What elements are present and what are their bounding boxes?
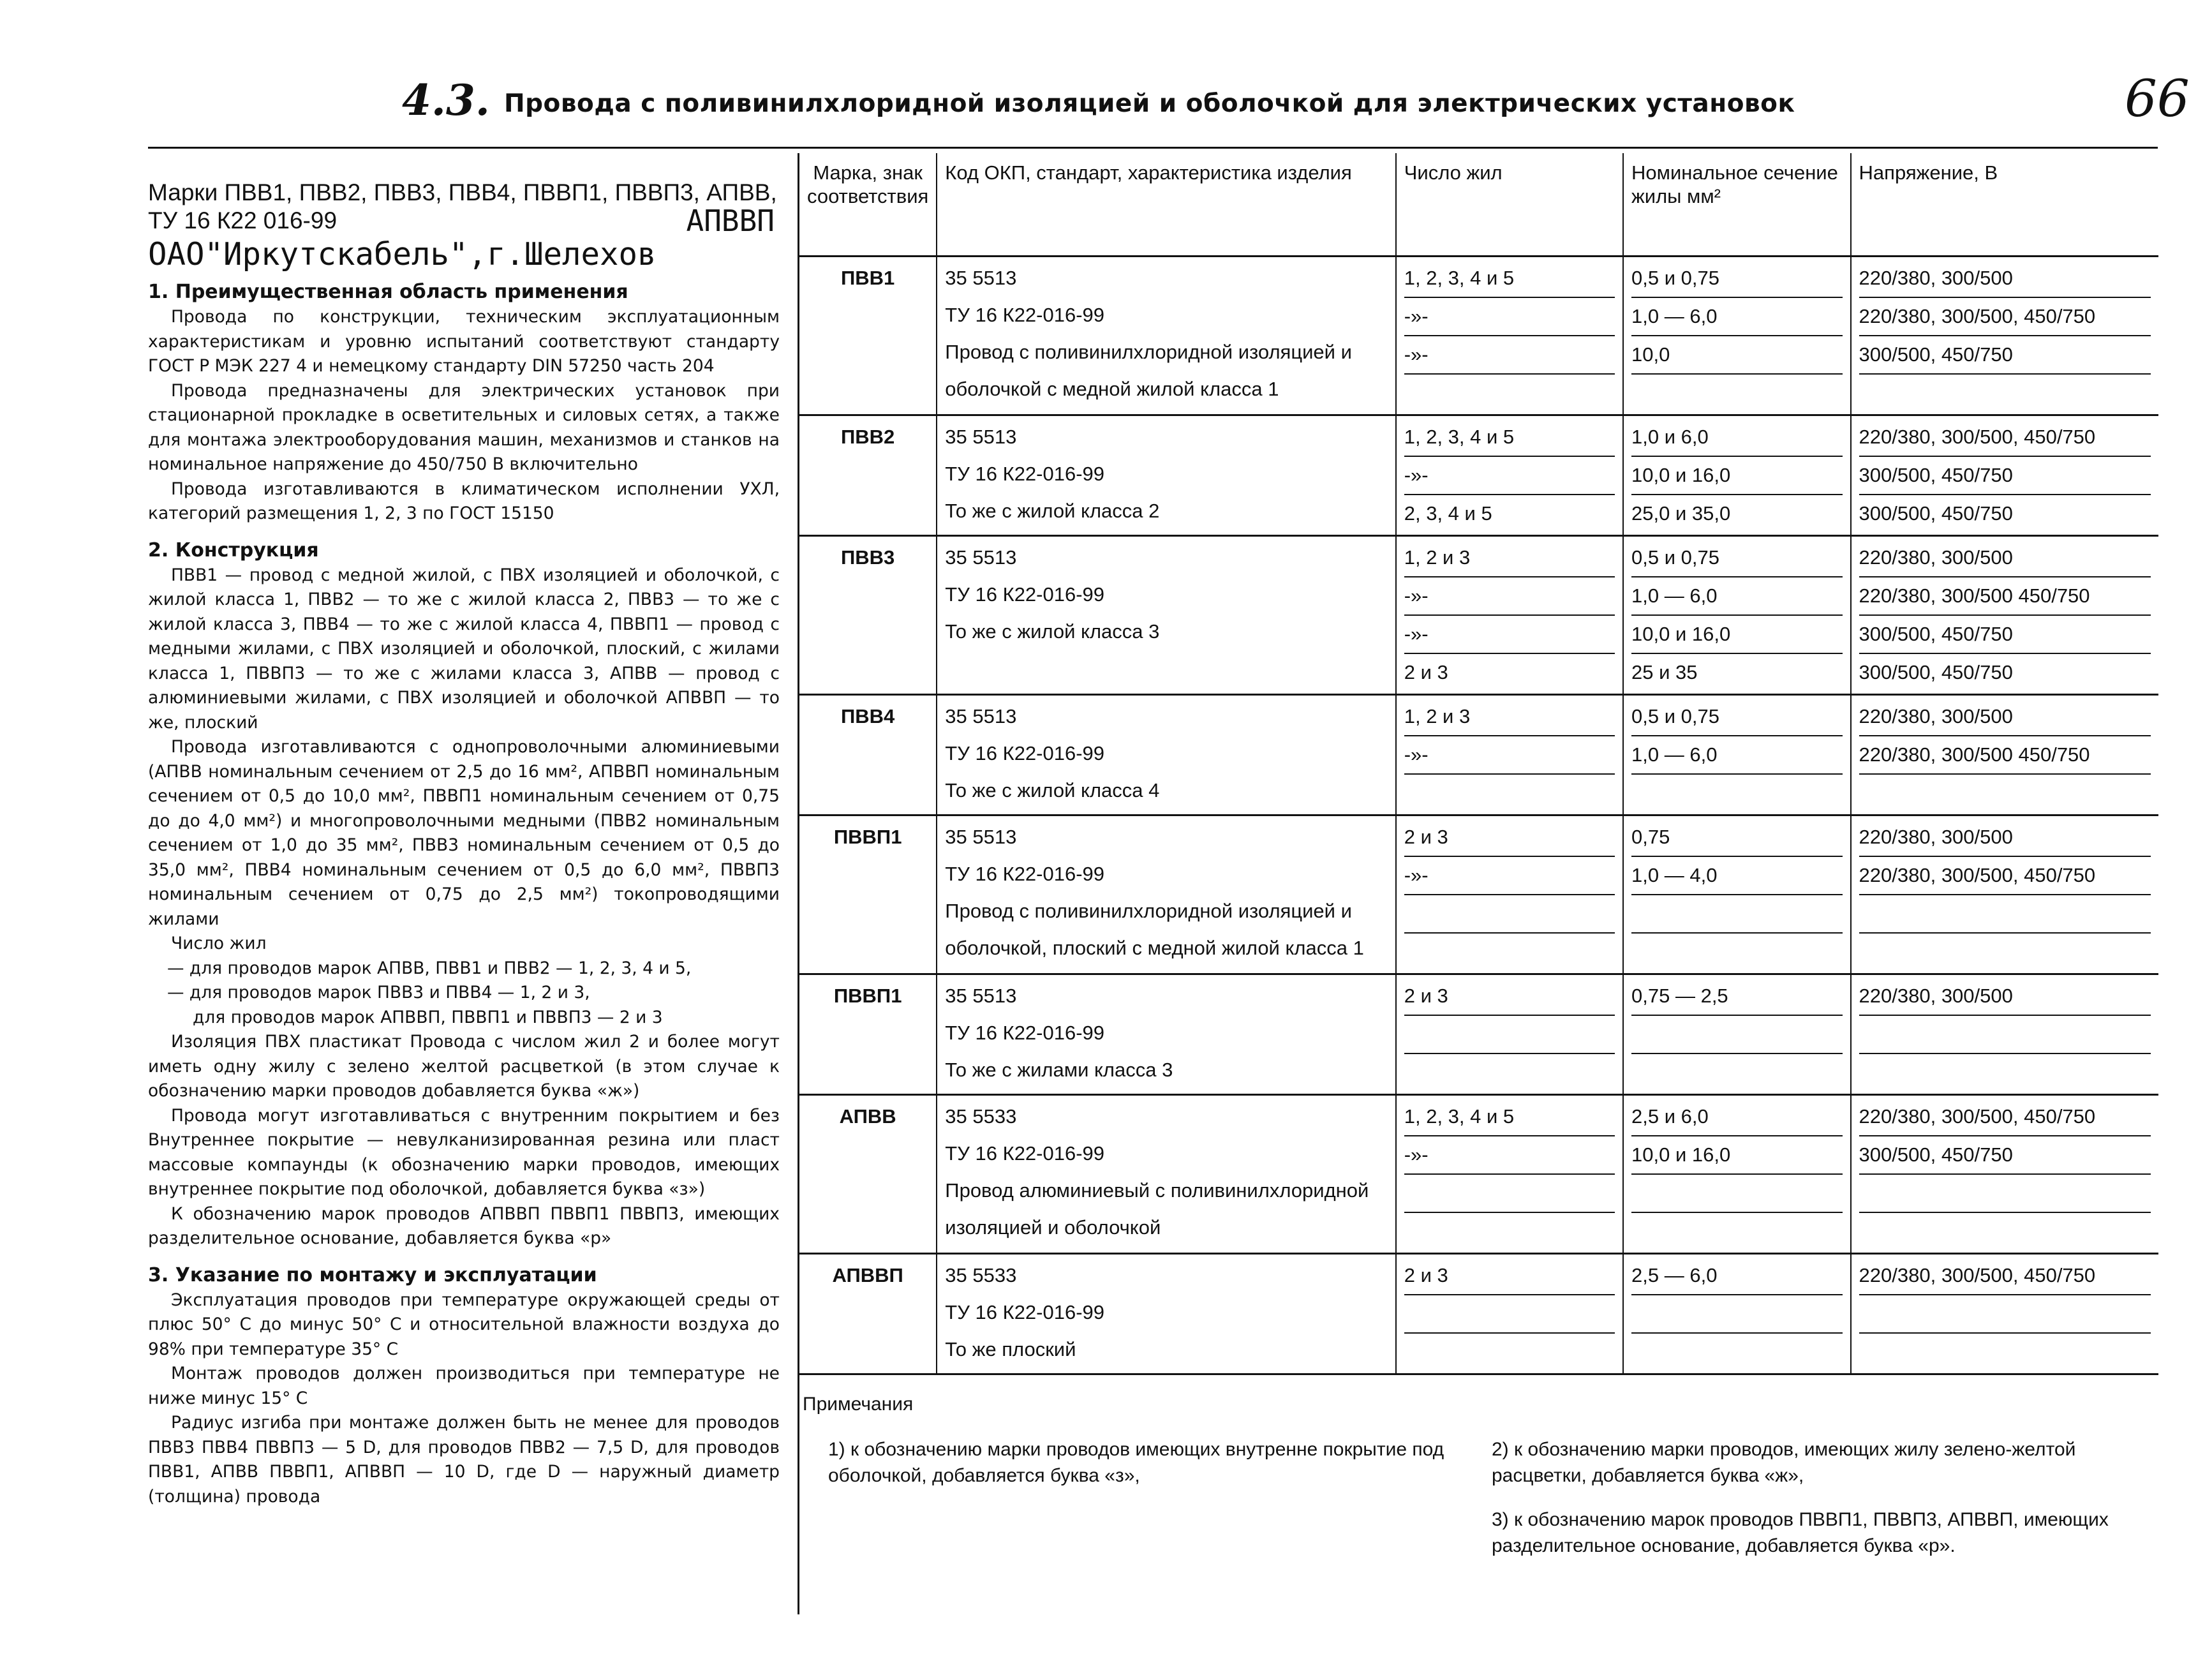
- table-row: [799, 815, 2158, 974]
- cell-line: ТУ 16 К22-016-99: [945, 583, 1105, 606]
- cell-line: Провод алюминиевый с поливинилхлоридной: [945, 1179, 1369, 1202]
- cell-line: То же с жилой класса 4: [945, 779, 1160, 801]
- cell-line: 300/500, 450/750: [1859, 661, 2013, 683]
- cell-line: оболочкой, плоский с медной жилой класса 1: [945, 937, 1364, 959]
- paragraph: Провода по конструкции, техническим эксплуатационным характеристикам и уровню испытаний соответствуют стандарту ГОСТ Р МЭК 227 4 и немецкому стандарту DIN 57250 часть 204: [148, 307, 780, 376]
- cell-desc: [937, 974, 1395, 1095]
- cell-section: [1623, 1095, 1851, 1254]
- cell-line: ТУ 16 К22-016-99: [945, 1022, 1105, 1044]
- paragraph: Провода изготавливаются в климатическом исполнении УХЛ, категорий размещения 1, 2, 3 по ГОСТ 15150: [148, 479, 780, 523]
- paragraph: Монтаж проводов должен производиться при температуре не ниже минус 15° С: [148, 1364, 780, 1408]
- section-2-title: 2. Конструкция: [148, 539, 319, 562]
- cell-line: [1859, 1213, 2151, 1250]
- cell-line: [1631, 1213, 1843, 1250]
- cell-desc: [937, 815, 1395, 974]
- paragraph: Число жил: [171, 934, 267, 953]
- cell-line: 0,5 и 0,75: [1631, 539, 1843, 577]
- cell-line: 220/380, 300/500: [1859, 819, 2151, 857]
- cell-line: 2 и 3: [1404, 1257, 1615, 1295]
- cell-line: изоляцией и оболочкой: [945, 1216, 1161, 1239]
- cell-line: То же с жилой класса 2: [945, 500, 1160, 522]
- paragraph: Эксплуатация проводов при температуре окружающей среды от плюс 50° С до минус 50° С и относительной влажности воздуха до 98% при температуре 35° С: [148, 1290, 780, 1359]
- cell-desc: [937, 1095, 1395, 1254]
- section-1-title: 1. Преимущественная область применения: [148, 281, 628, 303]
- cell-line: 35 5513: [945, 267, 1017, 289]
- cell-line: -»-: [1404, 298, 1615, 336]
- cell-line: [1631, 775, 1843, 812]
- cell-line: 35 5513: [945, 546, 1017, 569]
- cell-line: 2,5 — 6,0: [1631, 1257, 1843, 1295]
- cell-voltage: [1851, 257, 2158, 415]
- table-row: [799, 536, 2158, 695]
- cell-line: 35 5533: [945, 1264, 1017, 1286]
- cell-line: 10,0: [1631, 336, 1843, 375]
- note-2: 2) к обозначению марки проводов, имеющих жилу зелено-желтой расцветки, добавляется буква «ж»,: [1492, 1439, 2076, 1486]
- cell-line: [1404, 895, 1615, 934]
- cell-voltage: [1851, 1254, 2158, 1374]
- col-header-mark: Марка, знак соответствия: [799, 153, 937, 257]
- notes-title: Примечания: [803, 1394, 914, 1415]
- cell-line: [1404, 1334, 1615, 1371]
- cell-mark: ПВВП1: [799, 815, 937, 974]
- cell-line: [1859, 1175, 2151, 1213]
- list-item: — для проводов марок АПВВ, ПВВ1 и ПВВ2 — 1, 2, 3, 4 и 5,: [167, 958, 692, 978]
- cell-line: 300/500, 450/750: [1859, 1136, 2151, 1175]
- tu-line: [148, 204, 780, 238]
- cell-line: 1, 2 и 3: [1404, 698, 1615, 736]
- cell-line: 220/380, 300/500, 450/750: [1859, 419, 2151, 457]
- paragraph: Провода изготавливаются с однопроволочными алюминиевыми (АПВВ номинальным сечением от 2,5 до 16 мм², АПВВП номинальным сечением от 0,5 до 10,0 мм², ПВВП1 номинальным сечением от 0,75 до до 4,0 мм²) и многопроволочными медными (ПВВ2 номинальным сечением от 1,0 до 35 мм², ПВВ3 номинальным сечением от 0,5 до 35,0 мм², ПВВ4 номинальным сечением от 0,5 до 6,0 мм², ПВВП3 номинальным сечением от 0,75 до 2,5 мм²) токопроводящими жилами: [148, 737, 780, 929]
- paragraph: Провода могут изготавливаться с внутренним покрытием и без Внутреннее покрытие — невулканизированная резина или пласт массовые компаунды (к обозначению марки проводов, имеющих внутреннее покрытие под оболочкой, добавляется буква «з»): [148, 1105, 780, 1199]
- cell-line: оболочкой с медной жилой класса 1: [945, 378, 1279, 400]
- col-header-section: Номинальное сечение жилы мм²: [1623, 153, 1851, 257]
- table-row: [799, 415, 2158, 536]
- cell-section: [1623, 257, 1851, 415]
- cell-line: 2 и 3: [1404, 661, 1448, 683]
- table-row: [799, 974, 2158, 1095]
- paragraph: ПВВ1 — провод с медной жилой, с ПВХ изоляцией и оболочкой, с жилой класса 1, ПВВ2 — то же с жилой класса 2, ПВВ3 — то же с жилой класса 3, ПВВ4 — то же с жилой класса 4, ПВВП1 — провод с медными жилами, с ПВХ изоляцией и оболочкой, плоский, с жилами класса 1, ПВВП3 — то же с жилами класса 3, АПВВ — провод с алюминиевыми жилами, с ПВХ изоляцией и оболочкой АПВВП — то же, плоский: [148, 565, 780, 733]
- cell-line: [1859, 1054, 2151, 1091]
- cell-line: 300/500, 450/750: [1859, 502, 2013, 525]
- cell-cores: [1396, 695, 1623, 815]
- page-title: Провода с поливинилхлоридной изоляцией и оболочкой для электрических установок: [504, 89, 1795, 118]
- cell-desc: [937, 1254, 1395, 1374]
- cell-voltage: [1851, 415, 2158, 536]
- cell-line: [1859, 895, 2151, 934]
- cell-cores: [1396, 257, 1623, 415]
- cell-line: 2, 3, 4 и 5: [1404, 502, 1492, 525]
- cell-line: [1631, 375, 1843, 412]
- cell-line: 2 и 3: [1404, 978, 1615, 1016]
- brands-line: Марки ПВВ1, ПВВ2, ПВВ3, ПВВ4, ПВВП1, ПВВП3, АПВВ,: [148, 179, 777, 205]
- cell-section: [1623, 415, 1851, 536]
- cell-cores: [1396, 815, 1623, 974]
- cell-desc: [937, 257, 1395, 415]
- cell-line: 220/380, 300/500, 450/750: [1859, 1098, 2151, 1136]
- cell-line: То же с жилами класса 3: [945, 1059, 1173, 1081]
- cell-line: 220/380, 300/500, 450/750: [1859, 857, 2151, 895]
- cell-line: [1404, 1054, 1615, 1091]
- col-header-code: Код ОКП, стандарт, характеристика изделия: [937, 153, 1395, 257]
- header-rule: [148, 147, 2158, 149]
- cell-line: 300/500, 450/750: [1859, 457, 2151, 495]
- cell-line: 220/380, 300/500: [1859, 539, 2151, 577]
- cell-desc: [937, 415, 1395, 536]
- cell-line: [1404, 1213, 1615, 1250]
- paragraph: Радиус изгиба при монтаже должен быть не менее для проводов ПВВ3 ПВВ4 ПВВП3 — 5 D, для проводов ПВВ2 — 7,5 D, для проводов ПВВ1, АПВВ ПВВП1, АПВВП — 10 D, где D — наружный диаметр (толщина) провода: [148, 1413, 780, 1507]
- cell-line: То же с жилой класса 3: [945, 620, 1160, 643]
- cell-line: [1404, 1016, 1615, 1054]
- notes: [803, 1391, 2155, 1559]
- cell-mark: ПВВ2: [799, 415, 937, 536]
- cell-line: 35 5513: [945, 985, 1017, 1007]
- cell-voltage: [1851, 815, 2158, 974]
- paragraph: Изоляция ПВХ пластикат Провода с числом жил 2 и более могут иметь одну жилу с зелено желтой расцветкой (в этом случае к обозначению марки проводов добавляется буква «ж»): [148, 1032, 780, 1101]
- cell-line: 1, 2, 3, 4 и 5: [1404, 419, 1615, 457]
- cell-cores: [1396, 536, 1623, 695]
- cell-line: Провод с поливинилхлоридной изоляцией и: [945, 341, 1352, 363]
- cell-line: 0,5 и 0,75: [1631, 698, 1843, 736]
- cell-line: 1, 2, 3, 4 и 5: [1404, 1098, 1615, 1136]
- cell-line: [1859, 1334, 2151, 1371]
- cell-voltage: [1851, 1095, 2158, 1254]
- cell-line: То же плоский: [945, 1338, 1076, 1360]
- cell-mark: АПВВ: [799, 1095, 937, 1254]
- col-header-voltage: Напряжение, В: [1851, 153, 2158, 257]
- cell-voltage: [1851, 695, 2158, 815]
- cell-line: -»-: [1404, 577, 1615, 616]
- table-row: [799, 257, 2158, 415]
- section-3-title: 3. Указание по монтажу и эксплуатации: [148, 1263, 597, 1286]
- cell-line: 35 5513: [945, 426, 1017, 448]
- cell-line: 1,0 — 6,0: [1631, 298, 1843, 336]
- cell-mark: ПВВ1: [799, 257, 937, 415]
- cell-line: 35 5533: [945, 1105, 1017, 1128]
- cell-line: [1859, 375, 2151, 412]
- cell-line: 1,0 и 6,0: [1631, 419, 1843, 457]
- cell-line: [1631, 1016, 1843, 1054]
- cell-line: 0,75: [1631, 819, 1843, 857]
- handwritten-mark: АПВВП: [686, 204, 775, 238]
- cell-line: 220/380, 300/500 450/750: [1859, 577, 2151, 616]
- cell-mark: АПВВП: [799, 1254, 937, 1374]
- company-name: ОАО"Иркутскабель",г.Шелехов: [148, 236, 657, 272]
- cell-line: -»-: [1404, 616, 1615, 654]
- cell-line: 10,0 и 16,0: [1631, 1136, 1843, 1175]
- cell-line: [1859, 934, 2151, 971]
- cell-desc: [937, 695, 1395, 815]
- cell-line: -»-: [1404, 457, 1615, 495]
- cell-line: 220/380, 300/500: [1859, 698, 2151, 736]
- cell-line: 35 5513: [945, 826, 1017, 848]
- cell-line: ТУ 16 К22-016-99: [945, 863, 1105, 885]
- cell-line: ТУ 16 К22-016-99: [945, 1301, 1105, 1323]
- cell-line: 2,5 и 6,0: [1631, 1098, 1843, 1136]
- list-item: для проводов марок АПВВП, ПВВП1 и ПВВП3 — 2 и 3: [193, 1007, 663, 1027]
- table-header-row: [799, 153, 2158, 257]
- cell-line: 25,0 и 35,0: [1631, 502, 1731, 525]
- cell-voltage: [1851, 536, 2158, 695]
- cell-line: -»-: [1404, 857, 1615, 895]
- table-row: [799, 1254, 2158, 1374]
- cell-line: 220/380, 300/500: [1859, 978, 2151, 1016]
- cell-cores: [1396, 1254, 1623, 1374]
- cell-line: 2 и 3: [1404, 819, 1615, 857]
- cell-line: 220/380, 300/500: [1859, 260, 2151, 298]
- cell-line: 1, 2 и 3: [1404, 539, 1615, 577]
- cell-line: 220/380, 300/500, 450/750: [1859, 298, 2151, 336]
- cell-line: -»-: [1404, 336, 1615, 375]
- paragraph: Провода предназначены для электрических установок при стационарной прокладке в осветительных и силовых сетях, а также для монтажа электрооборудования машин, механизмов и станков на номинальное напряжение до 450/750 В включительно: [148, 380, 780, 474]
- cell-cores: [1396, 974, 1623, 1095]
- cell-line: 300/500, 450/750: [1859, 616, 2151, 654]
- cell-mark: ПВВП1: [799, 974, 937, 1095]
- page-number: 66: [2125, 69, 2190, 128]
- cell-line: [1404, 1295, 1615, 1334]
- cell-line: [1631, 1054, 1843, 1091]
- table-row: [799, 1095, 2158, 1254]
- cell-line: ТУ 16 К22-016-99: [945, 304, 1105, 326]
- cell-line: [1859, 1016, 2151, 1054]
- cell-line: ТУ 16 К22-016-99: [945, 463, 1105, 485]
- cell-line: 35 5513: [945, 705, 1017, 727]
- paragraph: К обозначению марок проводов АПВВП ПВВП1 ПВВП3, имеющих разделительное основание, добавляется буква «р»: [148, 1203, 780, 1248]
- cell-line: 1,0 — 6,0: [1631, 736, 1843, 775]
- cell-line: Провод с поливинилхлоридной изоляцией и: [945, 900, 1352, 922]
- cell-line: 10,0 и 16,0: [1631, 457, 1843, 495]
- cell-line: [1631, 1334, 1843, 1371]
- cell-line: 0,5 и 0,75: [1631, 260, 1843, 298]
- table-row: [799, 695, 2158, 815]
- cell-cores: [1396, 415, 1623, 536]
- cell-line: 0,75 — 2,5: [1631, 978, 1843, 1016]
- section-number: 4.3.: [402, 75, 490, 125]
- cell-cores: [1396, 1095, 1623, 1254]
- cell-desc: [937, 536, 1395, 695]
- tu-code: ТУ 16 К22 016-99: [148, 207, 338, 234]
- cell-voltage: [1851, 974, 2158, 1095]
- cell-line: -»-: [1404, 736, 1615, 775]
- note-3: 3) к обозначению марок проводов ПВВП1, ПВВП3, АПВВП, имеющих разделительное основание, добавляется буква «р».: [1492, 1509, 2109, 1556]
- cell-line: [1631, 934, 1843, 971]
- spec-table: [799, 153, 2158, 1375]
- cell-line: ТУ 16 К22-016-99: [945, 1142, 1105, 1165]
- cell-section: [1623, 695, 1851, 815]
- cell-section: [1623, 1254, 1851, 1374]
- cell-line: [1404, 934, 1615, 971]
- left-column: [148, 179, 780, 1509]
- cell-mark: ПВВ4: [799, 695, 937, 815]
- cell-line: 1,0 — 4,0: [1631, 857, 1843, 895]
- cell-line: -»-: [1404, 1136, 1615, 1175]
- cell-line: [1404, 375, 1615, 412]
- list-item: — для проводов марок ПВВ3 и ПВВ4 — 1, 2 и 3,: [167, 983, 590, 1002]
- cell-line: [1859, 775, 2151, 812]
- note-1: 1) к обозначению марки проводов имеющих внутренне покрытие под оболочкой, добавляется буква «з»,: [828, 1439, 1444, 1486]
- cell-line: [1404, 775, 1615, 812]
- cell-line: [1631, 1295, 1843, 1334]
- col-header-cores: Число жил: [1396, 153, 1623, 257]
- cell-line: [945, 650, 1387, 687]
- cell-line: ТУ 16 К22-016-99: [945, 742, 1105, 764]
- cell-line: 220/380, 300/500 450/750: [1859, 736, 2151, 775]
- cell-line: 10,0 и 16,0: [1631, 616, 1843, 654]
- cell-line: 300/500, 450/750: [1859, 336, 2151, 375]
- cell-line: [1631, 895, 1843, 934]
- cell-line: [1404, 1175, 1615, 1213]
- cell-section: [1623, 974, 1851, 1095]
- cell-line: [1859, 1295, 2151, 1334]
- cell-line: 1,0 — 6,0: [1631, 577, 1843, 616]
- cell-line: [1631, 1175, 1843, 1213]
- cell-section: [1623, 536, 1851, 695]
- cell-line: 220/380, 300/500, 450/750: [1859, 1257, 2151, 1295]
- cell-section: [1623, 815, 1851, 974]
- cell-mark: ПВВ3: [799, 536, 937, 695]
- cell-line: 1, 2, 3, 4 и 5: [1404, 260, 1615, 298]
- cell-line: 25 и 35: [1631, 661, 1698, 683]
